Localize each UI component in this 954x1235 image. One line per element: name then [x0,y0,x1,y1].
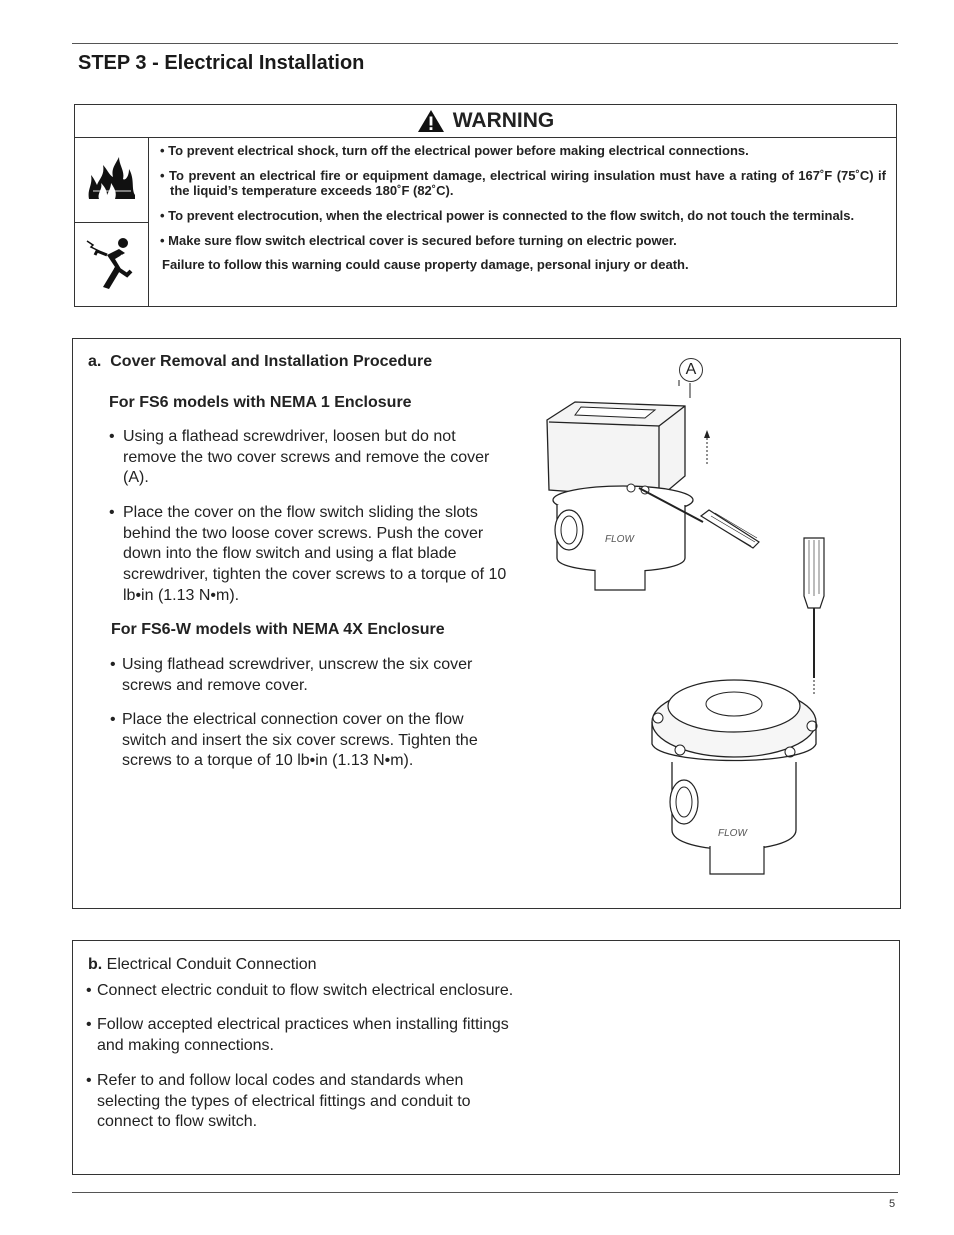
warning-item: • To prevent electrical shock, turn off the electrical power before making electrical connections. [160,143,749,158]
fs6w-item-text: Using flathead screwdriver, unscrew the six cover screws and remove cover. [122,656,473,694]
warning-item: • To prevent an electrical fire or equipment damage, electrical wiring insulation must have a rating of 167˚F (75˚C) if the liquid’s temperature exceeds 180˚F (82˚C). [160,168,886,198]
section-a-heading: a. Cover Removal and Installation Procedure [88,353,433,370]
warning-icon-column [75,137,149,306]
fs6w-item: • Using flathead screwdriver, unscrew the six cover screws and remove cover. [110,655,495,696]
fs6-item-text: Using a flathead screwdriver, loosen but do not remove the two cover screws and remove the cover (A). [123,428,490,487]
warning-header [75,105,896,138]
bottom-rule [72,1192,898,1193]
section-b-letter: b. [88,956,103,973]
flow-label: FLOW [718,828,747,839]
step-title: STEP 3 - Electrical Installation [78,52,365,74]
fs6-heading: For FS6 models with NEMA 1 Enclosure [109,394,412,411]
fs6w-flow-switch-illustration [640,530,840,880]
warning-box [74,104,897,307]
warning-item: • To prevent electrocution, when the electrical power is connected to the flow switch, do not touch the terminals. [160,208,855,223]
warning-footer: Failure to follow this warning could cause property damage, personal injury or death. [162,257,689,272]
section-b-item: • Refer to and follow local codes and standards when selecting the types of electrical fittings and conduit to connect to flow switch. [86,1071,516,1133]
section-b-item-text: Follow accepted electrical practices when installing fittings and making connections. [97,1016,509,1054]
warning-heading: WARNING [452,109,555,132]
fs6w-heading: For FS6-W models with NEMA 4X Enclosure [111,621,445,638]
electric-shock-cell [75,222,148,308]
section-b-item-text: Refer to and follow local codes and standards when selecting the types of electrical fittings and conduit to connect to flow switch. [97,1072,471,1131]
fs6-item: • Using a flathead screwdriver, loosen but do not remove the two cover screws and remove the cover (A). [109,427,509,489]
section-b-item: • Connect electric conduit to flow switch electrical enclosure. [86,981,536,1002]
flow-label: FLOW [605,534,634,545]
section-b-item: • Follow accepted electrical practices when installing fittings and making connections. [86,1015,536,1056]
page-number: 5 [889,1198,896,1210]
warning-item: • Make sure flow switch electrical cover is secured before turning on electric power. [160,233,677,248]
fs6w-item: • Place the electrical connection cover on the flow switch and insert the six cover screws. Tighten the screws to a torque of 10 lb•in (1.13 N•m). [110,710,495,772]
fs6-item-text: Place the cover on the flow switch sliding the slots behind the two loose cover screws. Push the cover down into the flow switch and using a flat blade screwdriver, tighten the cover screws to a torque of 10 lb•in (1.13 N•m). [123,504,507,604]
warning-body [160,143,886,272]
figure-callout-a: A [679,358,703,382]
section-b-heading-text: Electrical Conduit Connection [102,956,317,973]
electric-shock-icon [85,235,139,295]
fs6w-item-text: Place the electrical connection cover on the flow switch and insert the six cover screws. Tighten the screws to a torque of 10 lb•in (1.13 N•m). [122,711,478,770]
section-b-item-text: Connect electric conduit to flow switch electrical enclosure. [97,982,514,999]
fire-hazard-cell [75,137,148,222]
fire-hazard-icon [85,155,139,203]
top-rule [72,43,898,44]
warning-triangle-icon [417,109,445,133]
section-b-heading [88,955,317,976]
fs6-item: • Place the cover on the flow switch sliding the slots behind the two loose cover screws. Push the cover down into the flow switch and using a flat blade screwdriver, tighten the cover screws to a torque of 10 lb•in (1.13 N•m). [109,503,509,607]
